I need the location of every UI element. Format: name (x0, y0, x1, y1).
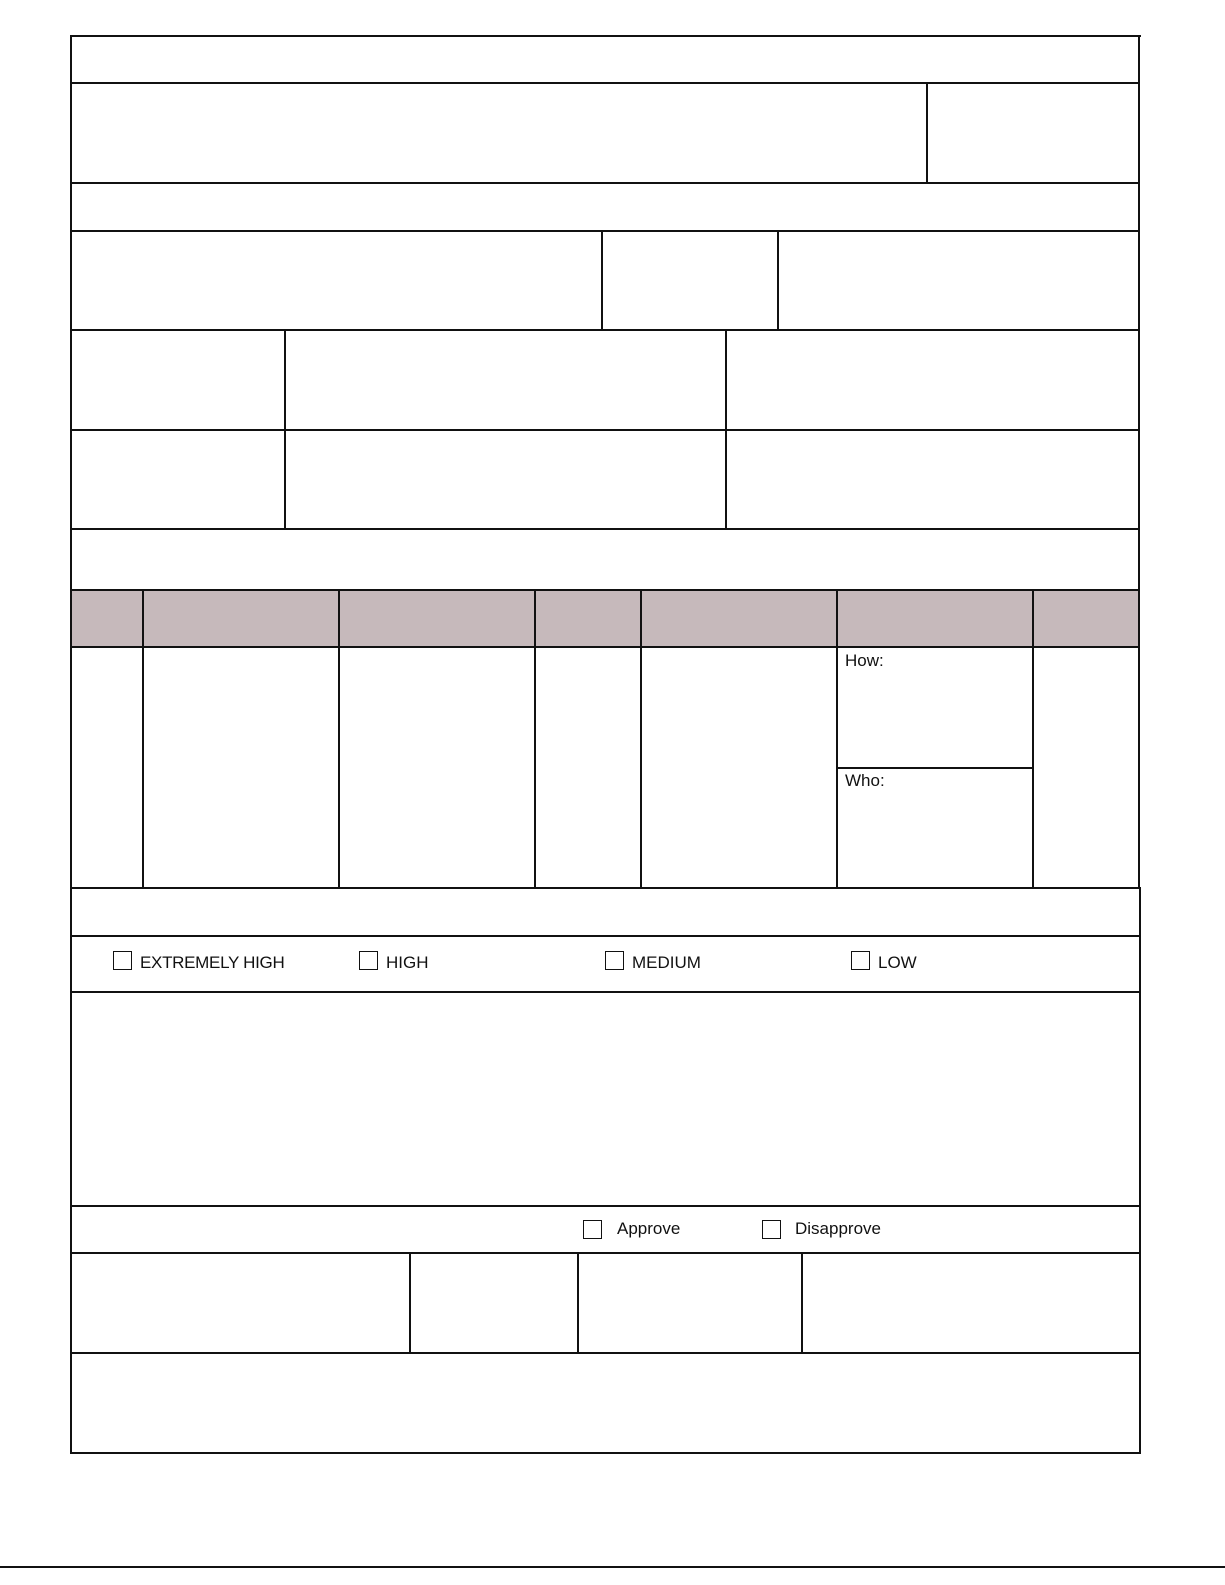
instructions-cell (71, 529, 1140, 590)
vline (601, 231, 603, 330)
disapprove-label: Disapprove (795, 1219, 881, 1238)
approve-checkbox[interactable] (583, 1220, 602, 1239)
hline-how-who (837, 767, 1033, 769)
vline (577, 1253, 579, 1353)
hline (70, 182, 1140, 184)
extremely-high-checkbox[interactable] (113, 951, 132, 970)
vline (801, 1253, 803, 1353)
info-row1-col1[interactable] (71, 330, 285, 430)
medium-label: MEDIUM (632, 953, 701, 972)
vline (284, 330, 286, 529)
vline (836, 590, 838, 888)
who-label: Who: (845, 771, 885, 790)
overall-risk-header-cell (71, 888, 1140, 936)
disapprove-checkbox[interactable] (762, 1220, 781, 1239)
low-label: LOW (878, 953, 917, 972)
table-header-col5 (641, 590, 837, 647)
approver-signature-field[interactable] (802, 1253, 1140, 1353)
table-row-col3[interactable] (339, 647, 535, 888)
table-row-col4[interactable] (535, 647, 641, 888)
table-header-col6 (837, 590, 1033, 647)
approve-label: Approve (617, 1219, 681, 1238)
hline (70, 1352, 1141, 1354)
vline (338, 590, 340, 888)
vline (926, 83, 928, 183)
low-checkbox[interactable] (851, 951, 870, 970)
prepared-by-duty-field[interactable] (778, 231, 1140, 330)
vline (409, 1253, 411, 1353)
table-header-col2 (143, 590, 339, 647)
medium-checkbox[interactable] (605, 951, 624, 970)
approver-duty-field[interactable] (578, 1253, 802, 1353)
table-header-col7 (1033, 590, 1139, 647)
date-field[interactable] (927, 83, 1140, 183)
form-title-cell[interactable] (71, 36, 1140, 83)
border-right-lower (1139, 888, 1141, 1454)
prepared-by-rank-field[interactable] (602, 231, 778, 330)
page-bottom-rule (0, 1566, 1225, 1568)
table-row-col5[interactable] (641, 647, 837, 888)
final-comments-field[interactable] (71, 1353, 1140, 1453)
high-label: HIGH (386, 953, 429, 972)
high-checkbox[interactable] (359, 951, 378, 970)
vline (534, 590, 536, 888)
vline (725, 330, 727, 529)
hline (70, 887, 1141, 889)
vline (777, 231, 779, 330)
hline (70, 589, 1140, 591)
info-row2-col2[interactable] (285, 430, 726, 529)
remarks-area[interactable] (71, 992, 1140, 1206)
hline (70, 528, 1140, 530)
approver-rank-field[interactable] (410, 1253, 578, 1353)
border-left (70, 35, 72, 1454)
info-row2-col1[interactable] (71, 430, 285, 529)
border-top (70, 35, 1141, 37)
table-header-col3 (339, 590, 535, 647)
section-header-cell[interactable] (71, 183, 1140, 231)
info-row1-col3[interactable] (726, 330, 1140, 430)
border-bottom (70, 1452, 1141, 1454)
table-header-col1 (71, 590, 143, 647)
vline (142, 590, 144, 888)
prepared-by-name-field[interactable] (71, 231, 602, 330)
vline (640, 590, 642, 888)
table-header-col4 (535, 590, 641, 647)
extremely-high-label: EXTREMELY HIGH (140, 953, 285, 972)
hline (70, 935, 1141, 937)
mission-task-field[interactable] (71, 83, 927, 183)
info-row2-col3[interactable] (726, 430, 1140, 529)
hline (70, 646, 1140, 648)
border-right-upper (1138, 35, 1140, 889)
table-row-col2[interactable] (143, 647, 339, 888)
info-row1-col2[interactable] (285, 330, 726, 430)
hline (70, 1252, 1141, 1254)
approval-row (71, 1206, 1140, 1253)
how-label: How: (845, 651, 884, 670)
table-row-col7[interactable] (1033, 647, 1139, 888)
hline (70, 1205, 1141, 1207)
hline (70, 230, 1140, 232)
vline (1032, 590, 1034, 888)
hline (70, 82, 1140, 84)
hline (70, 991, 1141, 993)
hline (70, 429, 1140, 431)
table-row-col1[interactable] (71, 647, 143, 888)
hline (70, 329, 1140, 331)
approver-name-field[interactable] (71, 1253, 410, 1353)
